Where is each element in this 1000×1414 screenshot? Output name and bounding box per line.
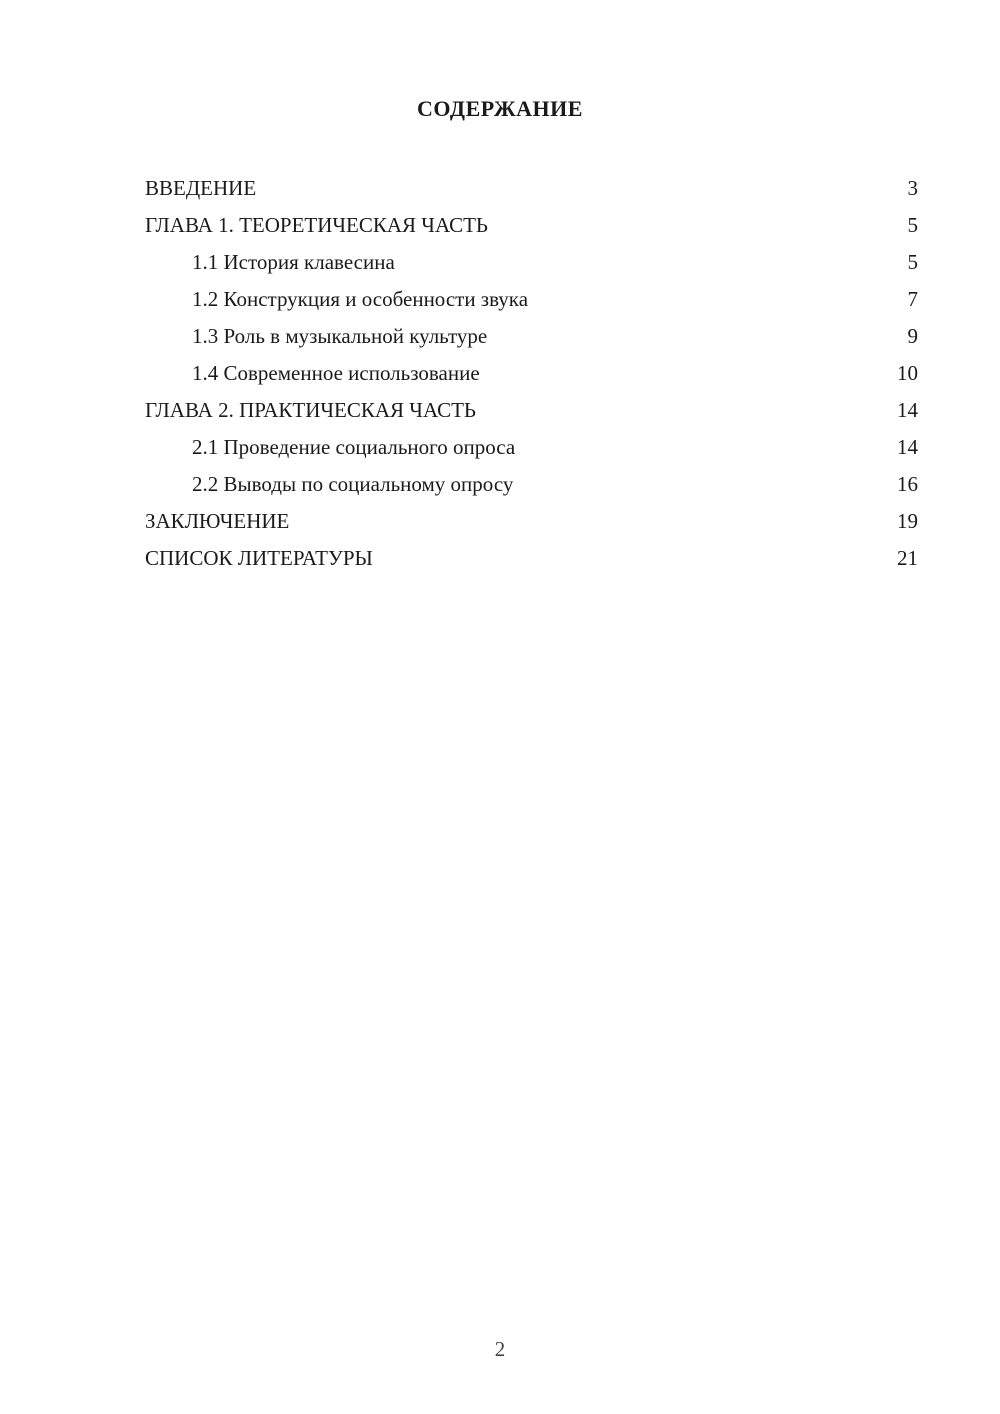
toc-entry-label: 1.2 Конструкция и особенности звука	[192, 287, 529, 311]
toc-entry-label: ВВЕДЕНИЕ	[145, 176, 257, 200]
toc-entry-page: 7	[907, 287, 918, 311]
toc-row	[145, 392, 918, 429]
page-title: СОДЕРЖАНИЕ	[417, 96, 583, 121]
toc-row	[145, 540, 918, 577]
toc-entry-page: 14	[897, 398, 918, 422]
toc-entry-page: 5	[907, 213, 918, 237]
toc-row	[145, 429, 918, 466]
toc-entry-page: 9	[907, 324, 918, 348]
toc-row	[145, 244, 918, 281]
toc-row	[145, 355, 918, 392]
toc-list	[145, 170, 918, 577]
toc-row	[145, 503, 918, 540]
toc-entry-label: ГЛАВА 2. ПРАКТИЧЕСКАЯ ЧАСТЬ	[145, 398, 476, 422]
toc-entry-page: 14	[897, 435, 918, 459]
toc-entry-page: 5	[907, 250, 918, 274]
toc-entry-page: 3	[907, 176, 918, 200]
toc-entry-page: 21	[897, 546, 918, 570]
toc-entry-label: 1.1 История клавесина	[192, 250, 395, 274]
toc-entry-page: 16	[897, 472, 918, 496]
toc-entry-page: 19	[897, 509, 918, 533]
toc-entry-label: 2.2 Выводы по социальному опросу	[192, 472, 514, 496]
toc-entry-label: ГЛАВА 1. ТЕОРЕТИЧЕСКАЯ ЧАСТЬ	[145, 213, 488, 237]
toc-row	[145, 466, 918, 503]
toc-row	[145, 170, 918, 207]
toc-row	[145, 318, 918, 355]
toc-entry-label: 2.1 Проведение социального опроса	[192, 435, 516, 459]
toc-entry-label: ЗАКЛЮЧЕНИЕ	[145, 509, 290, 533]
toc-entry-label: СПИСОК ЛИТЕРАТУРЫ	[145, 546, 373, 570]
toc-row	[145, 207, 918, 244]
page-number-footer: 2	[494, 1337, 506, 1361]
toc-entry-label: 1.3 Роль в музыкальной культуре	[192, 324, 488, 348]
toc-entry-label: 1.4 Современное использование	[192, 361, 480, 385]
toc-row	[145, 281, 918, 318]
toc-entry-page: 10	[897, 361, 918, 385]
